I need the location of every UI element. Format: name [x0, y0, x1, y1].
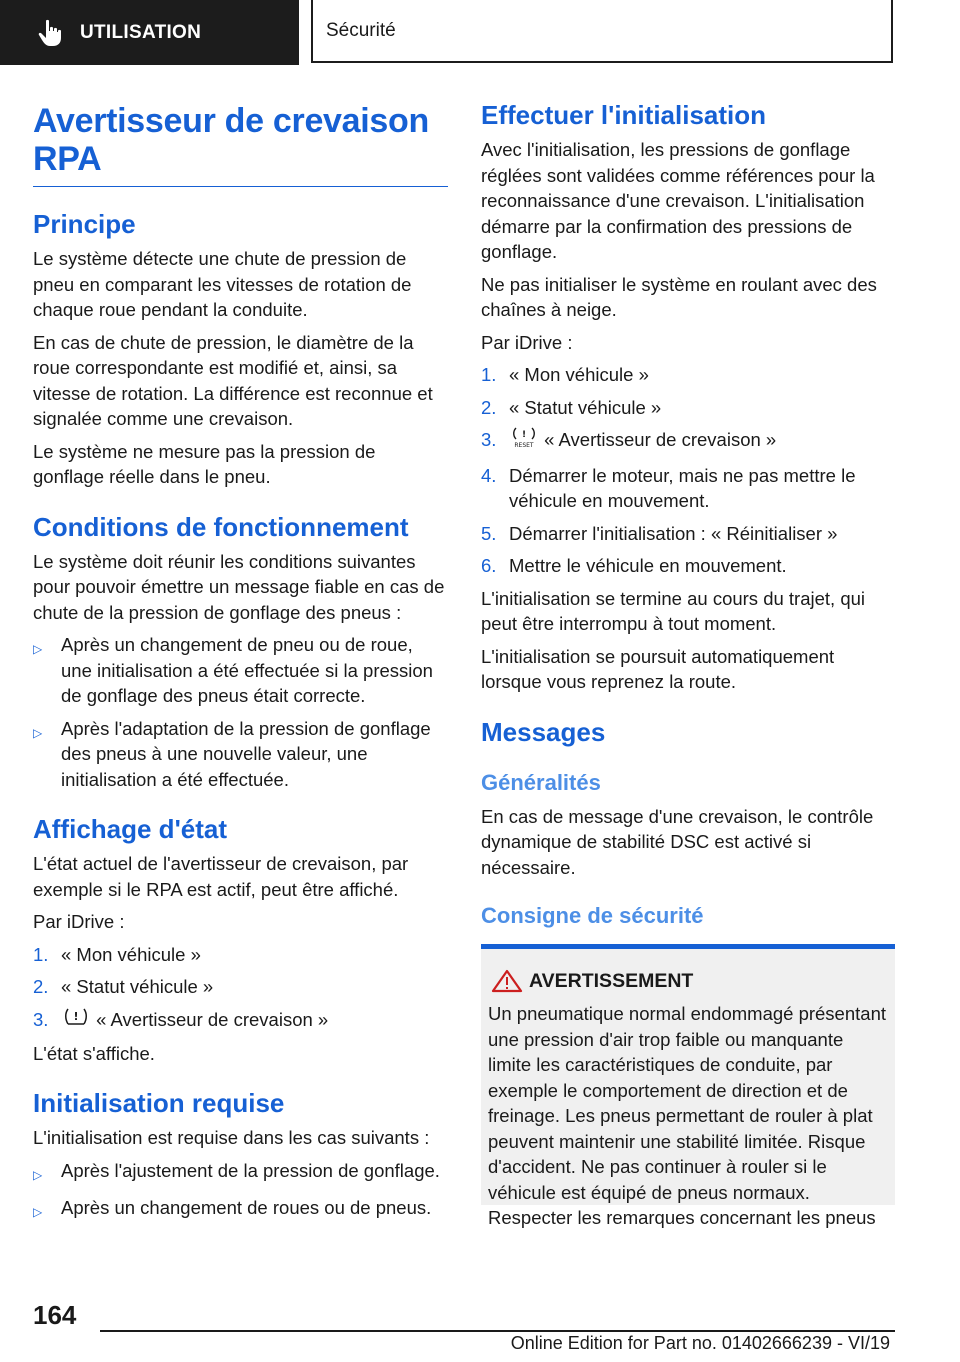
principe-paragraph-2: En cas de chute de pression, le diamètre de la roue correspondante est modifié et, ainsi, sa vitesse de rotation. La différence est reconnue et signalée comme une crevaison.: [33, 331, 433, 429]
step-text: « Statut véhicule »: [61, 976, 214, 997]
warning-triangle-icon: [491, 969, 523, 993]
step-number: 4.: [481, 464, 497, 486]
header-section-label: UTILISATION: [80, 21, 202, 43]
list-item: [481, 362, 895, 388]
step-text: « Statut véhicule »: [509, 396, 662, 418]
list-item: [33, 974, 448, 1000]
initreq-paragraph: L'initialisation est requise dans les cas suivants :: [33, 1127, 430, 1149]
step-text: « Mon véhicule »: [61, 943, 201, 965]
list-item: [33, 942, 448, 968]
triangle-bullet-icon: ▷: [33, 1205, 43, 1220]
left-column: [33, 102, 448, 1226]
triangle-bullet-icon: ▷: [33, 642, 43, 656]
step-text: « Avertisseur de crevaison »: [96, 1008, 329, 1030]
triangle-bullet-icon: ▷: [33, 725, 43, 740]
bullet-text: Après l'ajustement de la pression de gonflage.: [61, 1159, 440, 1181]
footer-edition: Online Edition for Part no. 01402666239 - VI/19: [510, 1333, 890, 1353]
heading-effectuer-initialisation: Effectuer l'initialisation: [481, 100, 767, 130]
heading-generalites: Généralités: [481, 769, 601, 795]
svg-text:!: !: [521, 430, 527, 440]
step-text: Démarrer le moteur, mais ne pas mettre le véhicule en mouvement.: [509, 464, 856, 511]
right-column: [481, 100, 895, 1228]
affichage-paragraph-2: Par iDrive :: [33, 911, 125, 932]
list-item: [33, 716, 448, 793]
hand-pointer-icon: [38, 19, 64, 47]
step-number: 1.: [481, 364, 497, 385]
step-text: Mettre le véhicule en mouvement.: [509, 555, 787, 576]
heading-initialisation-requise: Initialisation requise: [33, 1088, 285, 1119]
step-number: 2.: [33, 976, 49, 997]
list-item: [481, 553, 895, 579]
list-item: [33, 1195, 448, 1226]
step-number: 1.: [33, 943, 49, 965]
step-number: 6.: [481, 555, 497, 576]
step-number: 3.: [33, 1008, 49, 1030]
list-item: [33, 632, 448, 709]
svg-text:!: !: [73, 1010, 79, 1024]
triangle-bullet-icon: ▷: [33, 1167, 43, 1182]
footer-divider: [100, 1330, 895, 1332]
list-item: [481, 521, 895, 547]
rpa-reset-icon: [509, 427, 539, 456]
warning-box: [481, 944, 895, 1228]
list-item: [481, 427, 895, 456]
warning-text: Un pneumatique normal endommagé présentant une pression d'air trop faible ou manquante limite les caractéristiques de conduite, par exemple le comportement de direction et de freinage. Les pneus permettant de rouler à plat peuvent maintenir une stabilité limitée. Risque d'accident. Ne pas continuer à rouler si le véhicule est équipé de pneus normaux. Respecter les remarques concernant les pneus: [488, 1003, 886, 1228]
heading-messages: Messages: [481, 716, 606, 747]
step-number: 5.: [481, 522, 497, 544]
generalites-paragraph: En cas de message d'une crevaison, le contrôle dynamique de stabilité DSC est activé si nécessaire.: [481, 805, 874, 878]
step-text: « Avertisseur de crevaison »: [544, 429, 777, 451]
init-paragraph-3: Par iDrive :: [481, 331, 573, 353]
bullet-text: Après l'adaptation de la pression de gonflage des pneus à une nouvelle valeur, une initialisation a été effectuée.: [61, 717, 431, 790]
init-paragraph-5: L'initialisation se poursuit automatiquement lorsque vous reprenez la route.: [481, 645, 835, 692]
list-item: [33, 1158, 448, 1189]
step-number: 3.: [481, 429, 497, 450]
affichage-paragraph-1: L'état actuel de l'avertisseur de crevaison, par exemple si le RPA est actif, peut être affiché.: [33, 853, 409, 900]
header-topic: Sécurité: [311, 0, 893, 63]
step-number: 2.: [481, 396, 497, 418]
bullet-text: Après un changement de roues ou de pneus.: [61, 1197, 432, 1219]
heading-conditions: Conditions de fonctionnement: [33, 511, 409, 542]
header-section-tab: [0, 0, 299, 65]
step-text: « Mon véhicule »: [509, 364, 649, 385]
page-title: Avertisseur de crevaison RPA: [33, 102, 448, 187]
list-item: [481, 463, 895, 514]
heading-principe: Principe: [33, 209, 136, 239]
page-number: 164: [33, 1300, 77, 1330]
heading-consigne-securite: Consigne de sécurité: [481, 903, 704, 928]
step-text: Démarrer l'initialisation : « Réinitialiser »: [509, 522, 838, 544]
list-item: [33, 1007, 448, 1034]
list-item: [481, 395, 895, 421]
warning-title-text: AVERTISSEMENT: [529, 969, 694, 992]
init-paragraph-1: Avec l'initialisation, les pressions de gonflage réglées sont validées comme références pour la reconnaissance d'une crevaison. L'initialisation démarre par la confirmation des pressions de gonflage.: [481, 139, 875, 262]
bullet-text: Après un changement de pneu ou de roue, une initialisation a été effectuée si la pression de gonflage des pneus était correcte.: [61, 634, 433, 706]
init-paragraph-4: L'initialisation se termine au cours du trajet, qui peut être interrompu à tout moment.: [481, 587, 866, 634]
conditions-paragraph: Le système doit réunir les conditions suivantes pour pouvoir émettre un message fiable en cas de chute de la pression de gonflage des pneus :: [33, 550, 445, 623]
principe-paragraph-3: Le système ne mesure pas la pression de gonflage réelle dans le pneu.: [33, 440, 376, 487]
principe-paragraph-1: Le système détecte une chute de pression de pneu en comparant les vitesses de rotation de chaque roue pendant la conduite.: [33, 248, 412, 320]
init-paragraph-2: Ne pas initialiser le système en roulant avec des chaînes à neige.: [481, 273, 877, 320]
heading-affichage: Affichage d'état: [33, 814, 227, 844]
rpa-tire-icon: [61, 1007, 91, 1034]
affichage-paragraph-3: L'état s'affiche.: [33, 1042, 155, 1064]
svg-text:RESET: RESET: [514, 442, 534, 449]
warning-title: [488, 969, 888, 993]
